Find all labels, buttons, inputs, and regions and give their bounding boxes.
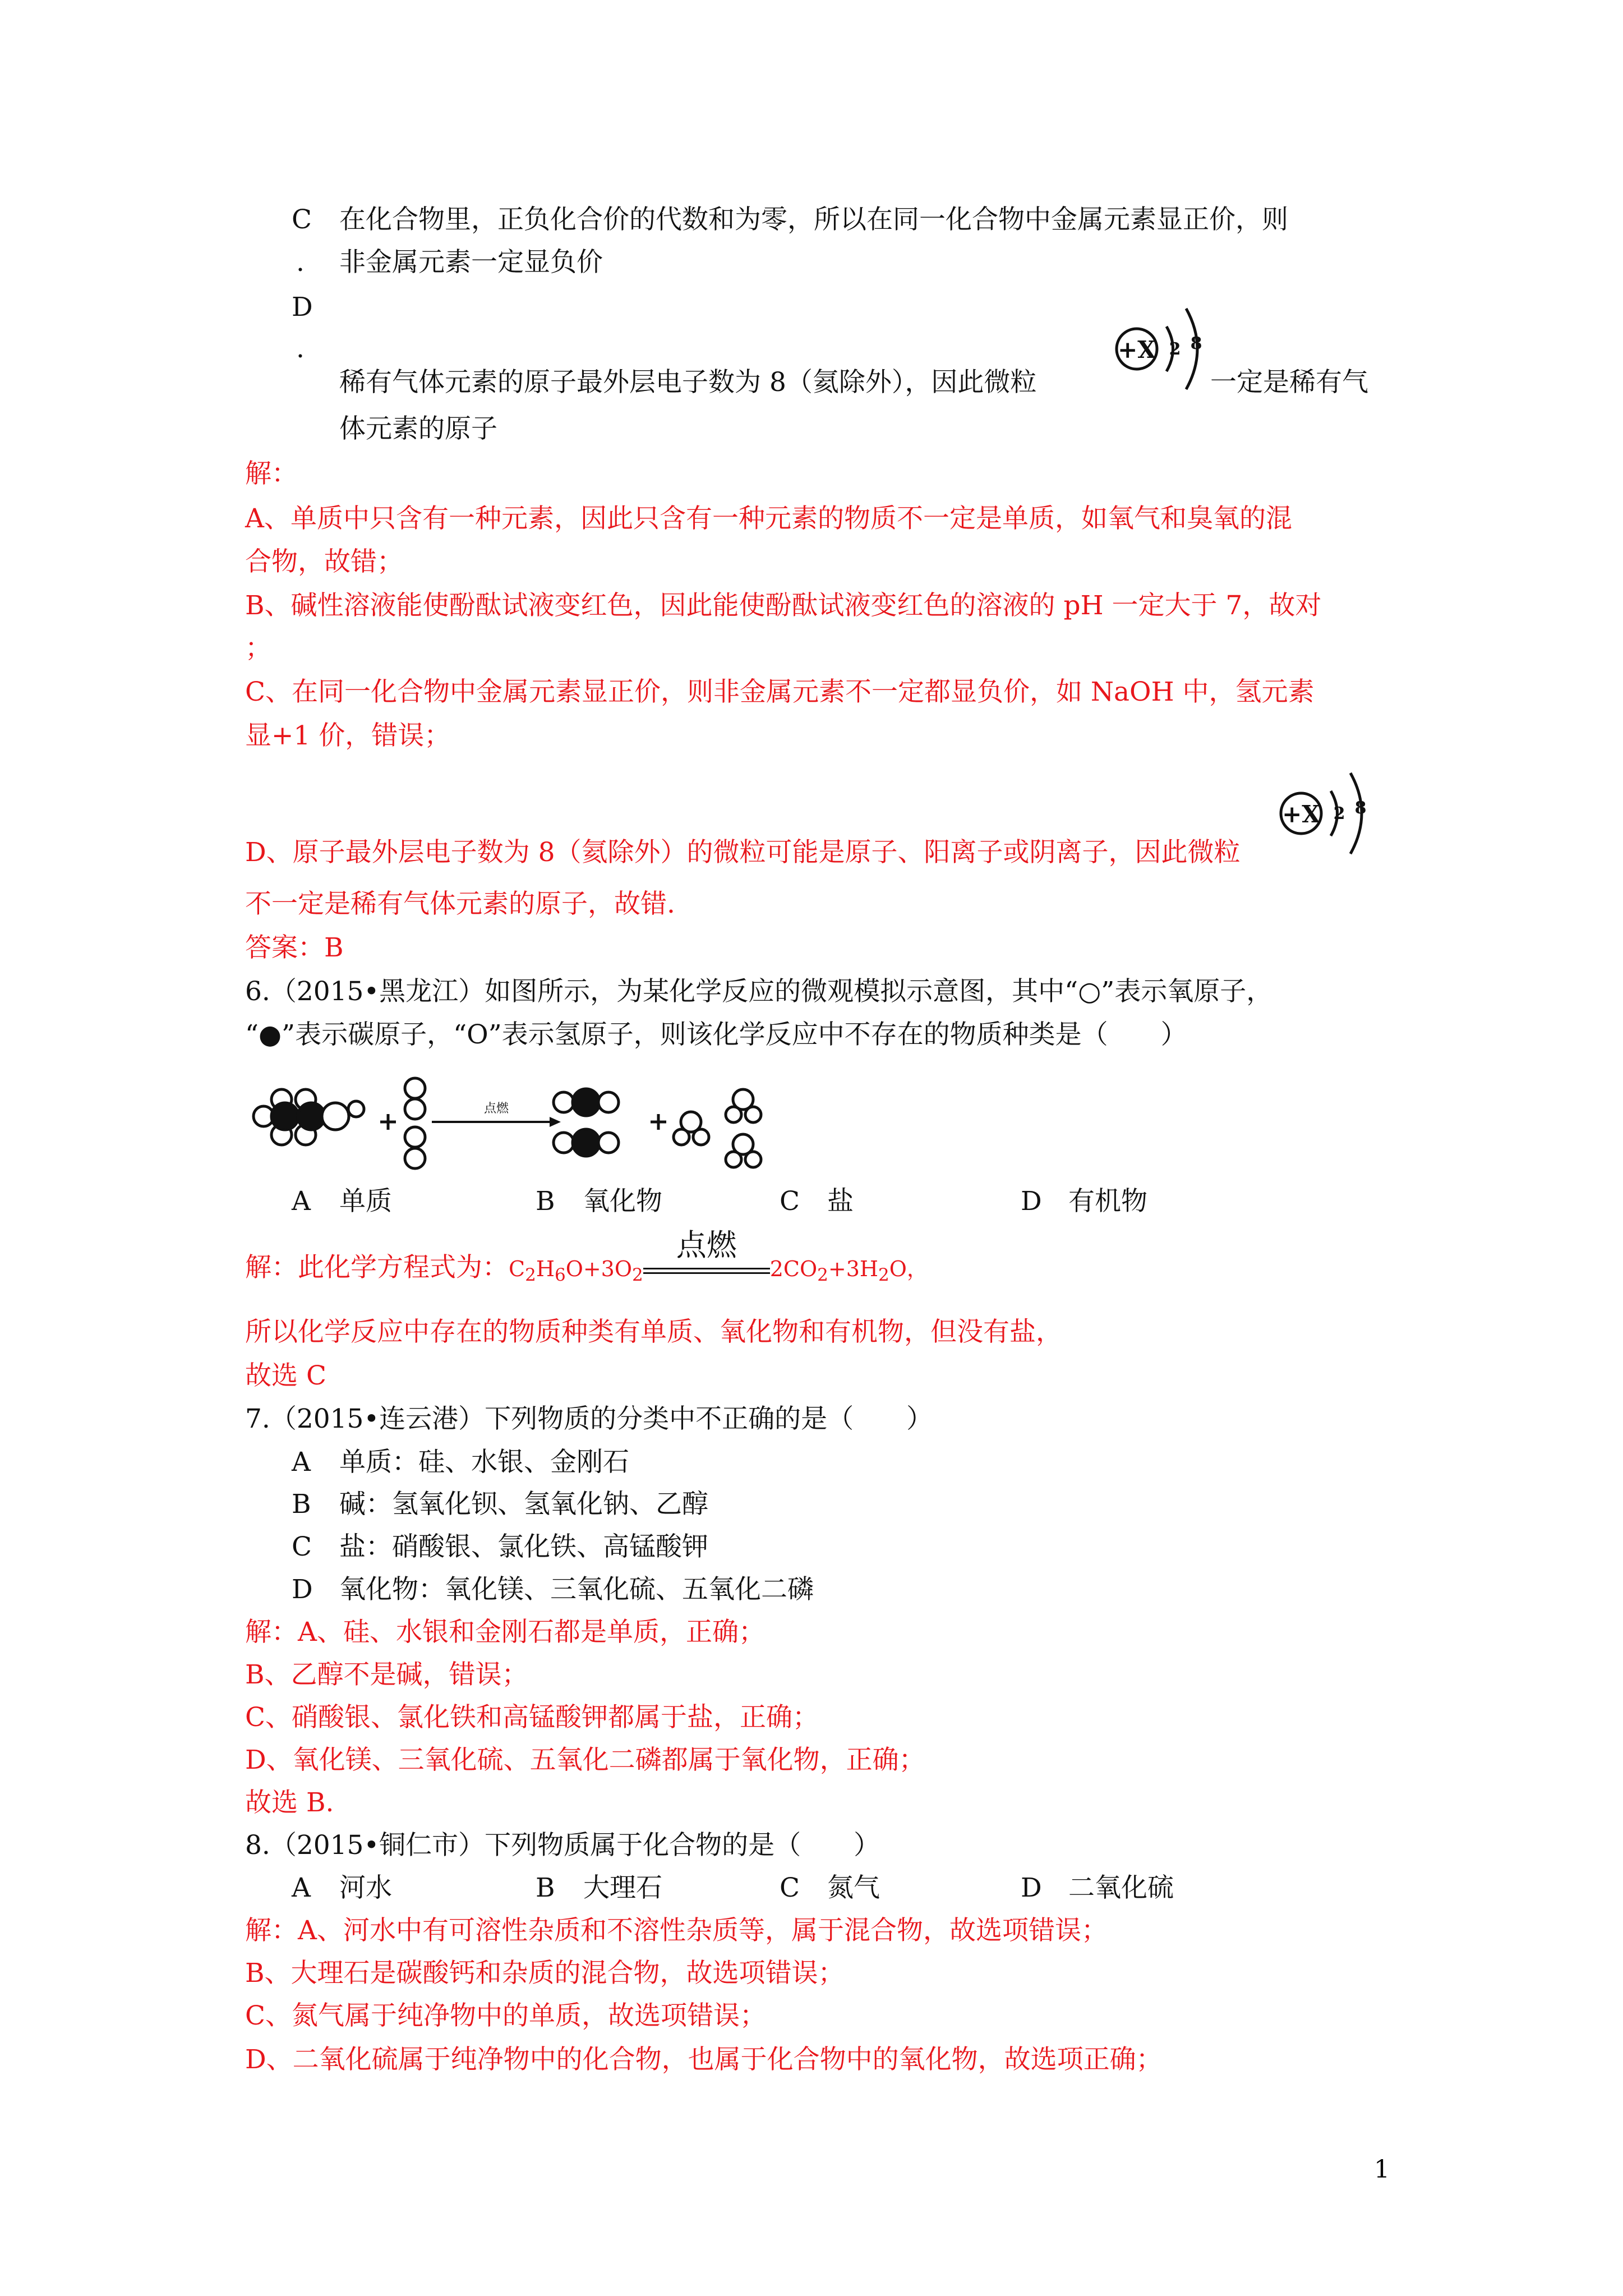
q6-option-a-text: 单质 bbox=[339, 1186, 392, 1217]
q5-option-d-dot: . bbox=[296, 333, 305, 364]
q6-option-c-letter: C bbox=[780, 1186, 800, 1217]
q7-option-b-text: 碱：氢氧化钡、氢氧化钠、乙醇 bbox=[339, 1489, 708, 1520]
atom-structure-diagram-question bbox=[1108, 297, 1220, 398]
atom-nucleus-label: +X bbox=[1282, 800, 1320, 828]
q7-option-d-text: 氧化物：氧化镁、三氧化硫、五氧化二磷 bbox=[339, 1574, 814, 1605]
q5-solution-b-line2: ； bbox=[245, 633, 271, 664]
q5-solution-a-line1: A、单质中只含有一种元素，因此只含有一种元素的物质不一定是单质，如氧气和臭氧的混 bbox=[245, 503, 1292, 534]
q6-option-b-text: 氧化物 bbox=[583, 1186, 662, 1217]
q5-option-c-letter: C bbox=[292, 204, 312, 235]
atom-shell2-label: 8 bbox=[1354, 798, 1367, 818]
q8-option-b-letter: B bbox=[536, 1872, 555, 1903]
q7-solution-line3: C、硝酸银、氯化铁和高锰酸钾都属于盐，正确； bbox=[245, 1702, 819, 1733]
q6-option-a-letter: A bbox=[292, 1186, 311, 1217]
q7-option-b-letter: B bbox=[292, 1489, 311, 1520]
reaction-condition-label: 点燃 bbox=[483, 1102, 509, 1116]
eq-right: $2CO_2+3H_2O$， bbox=[769, 1257, 928, 1285]
q7-solution-line4: D、氧化镁、三氧化硫、五氧化二磷都属于氧化物，正确； bbox=[245, 1745, 925, 1775]
q5-answer: 答案：B bbox=[245, 932, 344, 963]
q8-option-a-letter: A bbox=[292, 1872, 311, 1903]
q7-option-a-letter: A bbox=[292, 1447, 311, 1478]
q5-solution-heading: 解： bbox=[245, 458, 298, 489]
q5-option-c-line1: 在化合物里，正负化合价的代数和为零，所以在同一化合物中金属元素显正价，则 bbox=[339, 204, 1288, 235]
q7-solution-line5: 故选 B. bbox=[245, 1787, 334, 1818]
q6-stem-line2: “●”表示碳原子，“O”表示氢原子，则该化学反应中不存在的物质种类是（ ） bbox=[245, 1019, 1187, 1050]
q6-solution-line3: 故选 C bbox=[245, 1360, 326, 1391]
q7-solution-line1: 解：A、硅、水银和金刚石都是单质，正确； bbox=[245, 1617, 765, 1648]
q7-option-a-text: 单质：硅、水银、金刚石 bbox=[339, 1447, 629, 1478]
q8-solution-line3: C、氮气属于纯净物中的单质，故选项错误； bbox=[245, 2000, 766, 2031]
q7-solution-line2: B、乙醇不是碱，错误； bbox=[245, 1659, 528, 1690]
atom-shell2-label: 8 bbox=[1190, 334, 1202, 353]
q5-option-c-dot: . bbox=[296, 247, 305, 278]
atom-nucleus-label: +X bbox=[1118, 336, 1156, 364]
q8-option-c-text: 氮气 bbox=[827, 1872, 880, 1903]
q5-solution-d-line2: 不一定是稀有气体元素的原子，故错. bbox=[245, 889, 675, 919]
q6-stem-line1: 6.（2015•黑龙江）如图所示，为某化学反应的微观模拟示意图，其中“○”表示氧原子， bbox=[245, 976, 1273, 1007]
q5-option-d-letter: D bbox=[292, 292, 313, 323]
q6-solution-equation bbox=[245, 1227, 928, 1292]
page-number: 1 bbox=[1374, 2155, 1390, 2184]
atom-structure-diagram-solution bbox=[1272, 762, 1384, 863]
q8-option-c-letter: C bbox=[780, 1872, 800, 1903]
q6-option-b-letter: B bbox=[536, 1186, 555, 1217]
reaction-micro-diagram bbox=[247, 1069, 852, 1181]
q5-option-d-line1-a: 稀有气体元素的原子最外层电子数为 8（氦除外），因此微粒 bbox=[339, 367, 1037, 398]
q7-option-d-letter: D bbox=[292, 1574, 313, 1605]
eq-condition-arrow bbox=[643, 1227, 770, 1285]
q6-option-d-text: 有机物 bbox=[1068, 1186, 1147, 1217]
q6-option-c-text: 盐 bbox=[827, 1186, 854, 1217]
q8-solution-line1: 解：A、河水中有可溶性杂质和不溶性杂质等，属于混合物，故选项错误； bbox=[245, 1915, 1108, 1946]
q6-solution-line2: 所以化学反应中存在的物质种类有单质、氧化物和有机物，但没有盐， bbox=[245, 1317, 1062, 1347]
q8-option-d-letter: D bbox=[1021, 1872, 1042, 1903]
q5-option-c-line2: 非金属元素一定显负价 bbox=[339, 247, 603, 278]
q8-option-a-text: 河水 bbox=[339, 1872, 392, 1903]
q5-solution-c-line2: 显+1 价，错误； bbox=[245, 720, 451, 751]
atom-shell1-label: 2 bbox=[1169, 339, 1181, 359]
q6-option-d-letter: D bbox=[1021, 1186, 1042, 1217]
q5-solution-a-line2: 合物，故错； bbox=[245, 546, 403, 577]
q8-solution-line2: B、大理石是碳酸钙和杂质的混合物，故选项错误； bbox=[245, 1958, 845, 1989]
eq-left: $C_2H_6O+3O_2$ bbox=[509, 1257, 643, 1285]
q7-stem: 7.（2015•连云港）下列物质的分类中不正确的是（ ） bbox=[245, 1404, 933, 1434]
q5-solution-d-line1: D、原子最外层电子数为 8（氦除外）的微粒可能是原子、阳离子或阴离子，因此微粒 bbox=[245, 837, 1241, 868]
q8-stem: 8.（2015•铜仁市）下列物质属于化合物的是（ ） bbox=[245, 1830, 880, 1861]
q8-option-d-text: 二氧化硫 bbox=[1068, 1872, 1174, 1903]
q6-solution-prefix: 解：此化学方程式为： bbox=[245, 1252, 509, 1283]
q5-solution-c-line1: C、在同一化合物中金属元素显正价，则非金属元素不一定都显负价，如 NaOH 中，氢元素 bbox=[245, 677, 1315, 707]
q7-option-c-letter: C bbox=[292, 1531, 312, 1562]
q8-solution-line4: D、二氧化硫属于纯净物中的化合物，也属于化合物中的氧化物，故选项正确； bbox=[245, 2044, 1163, 2075]
q7-option-c-text: 盐：硝酸银、氯化铁、高锰酸钾 bbox=[339, 1531, 708, 1562]
q5-solution-b-line1: B、碱性溶液能使酚酞试液变红色，因此能使酚酞试液变红色的溶液的 pH 一定大于 7，故对 bbox=[245, 590, 1322, 621]
q8-option-b-text: 大理石 bbox=[583, 1872, 662, 1903]
eq-condition-label: 点燃 bbox=[676, 1227, 737, 1263]
atom-shell1-label: 2 bbox=[1333, 804, 1345, 823]
q5-option-d-line2: 体元素的原子 bbox=[339, 413, 497, 444]
q5-option-d-line1-b: 一定是稀有气 bbox=[1210, 367, 1368, 398]
